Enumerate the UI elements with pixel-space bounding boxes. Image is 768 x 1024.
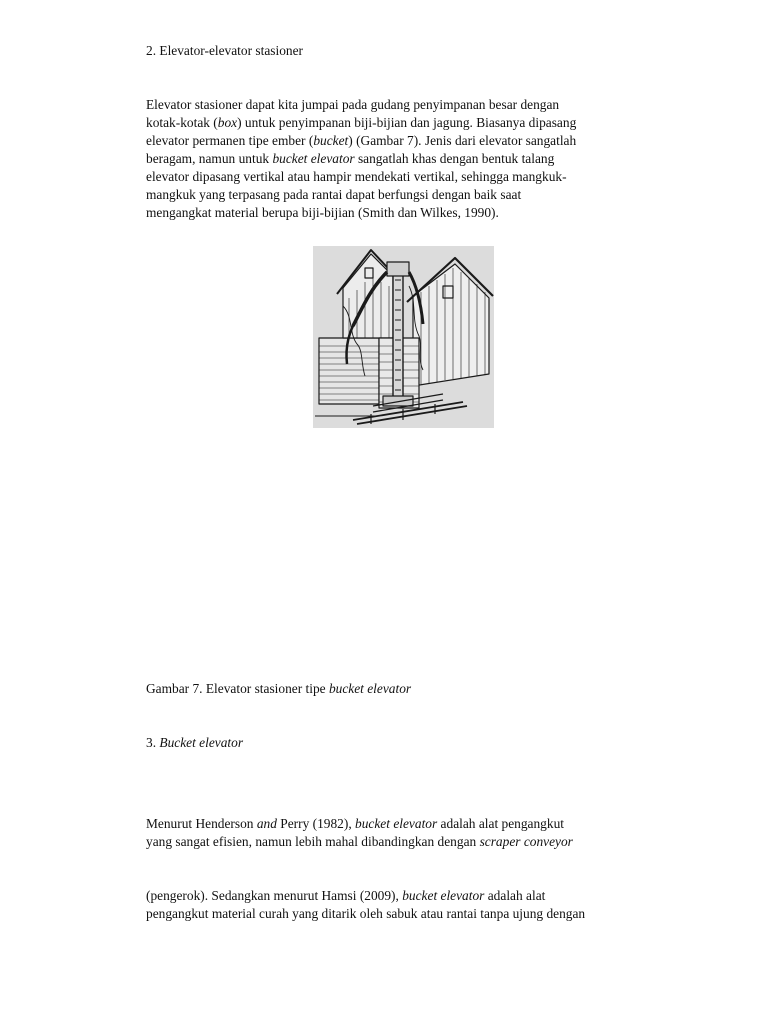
section-heading: 2. Elevator-elevator stasioner [146,43,304,58]
text-run: kotak-kotak ( [146,115,218,130]
text-run: adalah alat pengangkut [437,816,564,831]
text-run: (pengerok). Sedangkan menurut Hamsi (2009), [146,888,403,903]
text-run: 3. [146,735,160,750]
section-heading [146,734,243,752]
paragraph-line [146,132,576,150]
italic-term: bucket elevator [402,888,485,903]
italic-term: bucket [313,133,349,148]
text-run: beragam, namun untuk [146,151,273,166]
paragraph-line [146,815,564,833]
italic-term: Bucket elevator [159,735,244,750]
bucket-elevator-illustration [313,246,494,428]
text-run: ) untuk penyimpanan biji-bijian dan jagung. Biasanya dipasang [237,115,577,130]
italic-term: bucket elevator [355,816,438,831]
text-run: sangatlah khas dengan bentuk talang [354,151,555,166]
italic-term: scraper conveyor [479,834,573,849]
paragraph-line: mangkuk yang terpasang pada rantai dapat berfungsi dengan baik saat [146,187,522,202]
paragraph-line [146,150,554,168]
paragraph-line: Elevator stasioner dapat kita jumpai pada gudang penyimpanan besar dengan [146,97,560,112]
building-drawing [313,246,494,428]
text-run: ) (Gambar 7). Jenis dari elevator sangatlah [348,133,577,148]
paragraph-line: pengangkut material curah yang ditarik oleh sabuk atau rantai tanpa ujung dengan [146,906,586,921]
italic-term: bucket elevator [328,681,412,696]
text-run: adalah alat [484,888,546,903]
italic-term: and [256,816,277,831]
text-run: elevator permanen tipe ember ( [146,133,314,148]
text-run: yang sangat efisien, namun lebih mahal dibandingkan dengan [146,834,480,849]
text-run: Gambar 7. Elevator stasioner tipe [146,681,329,696]
paragraph-line [146,114,576,132]
paragraph-line: mengangkat material berupa biji-bijian (Smith dan Wilkes, 1990). [146,205,499,220]
italic-term: bucket elevator [272,151,355,166]
figure-caption [146,680,411,698]
paragraph-line: elevator dipasang vertikal atau hampir mendekati vertikal, sehingga mangkuk- [146,169,567,184]
paragraph-line [146,887,545,905]
italic-term: box [217,115,238,130]
text-run: Perry (1982), [276,816,356,831]
paragraph-line [146,833,573,851]
text-run: Menurut Henderson [146,816,257,831]
